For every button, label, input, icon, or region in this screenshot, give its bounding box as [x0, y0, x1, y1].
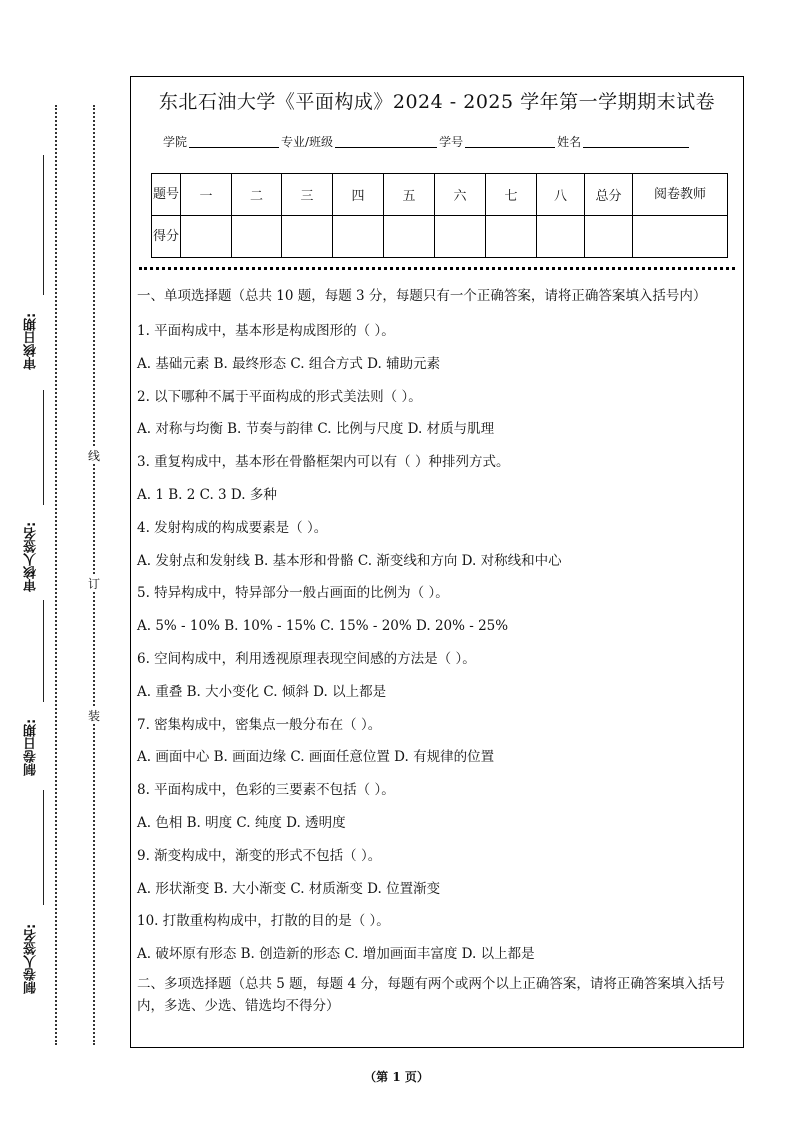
question: 8. 平面构成中，色彩的三要素不包括（ ）。 [137, 782, 395, 799]
question-options: A. 对称与均衡 B. 节奏与韵律 C. 比例与尺度 D. 材质与肌理 [137, 421, 495, 438]
name-field[interactable] [583, 135, 689, 148]
score-table-score-row [152, 216, 728, 258]
question: 5. 特异构成中，特异部分一般占画面的比例为（ ）。 [137, 585, 449, 602]
question-options: A. 形状渐变 B. 大小渐变 C. 材质渐变 D. 位置渐变 [137, 880, 441, 897]
questions-content [137, 285, 741, 1017]
score-cell[interactable] [282, 216, 333, 258]
major-class-label: 专业/班级 [281, 135, 334, 149]
question-options: A. 破坏原有形态 B. 创造新的形态 C. 增加画面丰富度 D. 以上都是 [137, 946, 535, 963]
compile-date-line [43, 600, 44, 702]
question-number-head: 题号 [152, 174, 181, 216]
bind-char-line: 线 [87, 449, 100, 463]
question: 2. 以下哪种不属于平面构成的形式美法则（ ）。 [137, 388, 422, 405]
question-options: A. 色相 B. 明度 C. 纯度 D. 透明度 [137, 814, 346, 831]
bind-char-bind: 装 [87, 709, 100, 723]
question: 6. 空间构成中，利用透视原理表现空间感的方法是（ ）。 [137, 650, 476, 667]
col-4: 四 [333, 174, 384, 216]
reviewer-sign-line [43, 390, 44, 505]
question: 7. 密集构成中，密集点一般分布在（ ）。 [137, 716, 382, 733]
section-1-heading: 一、单项选择题（总共 10 题，每题 3 分，每题只有一个正确答案，请将正确答案填入括号内） [137, 288, 707, 304]
score-cell[interactable] [435, 216, 486, 258]
inner-dotted-line [93, 105, 95, 1045]
score-cell[interactable] [633, 216, 728, 258]
question-options: A. 基础元素 B. 最终形态 C. 组合方式 D. 辅助元素 [137, 355, 441, 372]
question-options: A. 5% - 10% B. 10% - 15% C. 15% - 20% D. 20% - 25% [137, 618, 509, 635]
col-5: 五 [384, 174, 435, 216]
score-head: 得分 [152, 216, 181, 258]
question: 10. 打散重构构成中，打散的目的是（ ）。 [137, 913, 390, 930]
score-cell[interactable] [232, 216, 282, 258]
score-cell[interactable] [333, 216, 384, 258]
major-class-field[interactable] [335, 135, 437, 148]
score-cell[interactable] [537, 216, 585, 258]
question: 3. 重复构成中，基本形在骨骼框架内可以有（ ）种排列方式。 [137, 454, 510, 471]
score-cell[interactable] [585, 216, 633, 258]
score-table-header-row [152, 174, 728, 216]
col-3: 三 [282, 174, 333, 216]
review-date-line [43, 155, 44, 295]
section-2-heading: 二、多项选择题（总共 5 题，每题 4 分，每题有两个或两个以上正确答案，请将正确答案填入括号内，多选、少选、错选均不得分） [137, 975, 725, 1014]
score-cell[interactable] [181, 216, 232, 258]
score-cell[interactable] [486, 216, 537, 258]
student-info-row [163, 133, 691, 150]
question-options: A. 重叠 B. 大小变化 C. 倾斜 D. 以上都是 [137, 683, 387, 700]
col-2: 二 [232, 174, 282, 216]
review-date-label: 审核日期: [24, 312, 39, 370]
question-options: A. 发射点和发射线 B. 基本形和骨骼 C. 渐变线和方向 D. 对称线和中心 [137, 552, 562, 569]
question-options: A. 1 B. 2 C. 3 D. 多种 [137, 486, 277, 503]
compiler-sign-label: 制卷人签名: [24, 923, 39, 994]
college-label: 学院 [163, 135, 188, 149]
col-8: 八 [537, 174, 585, 216]
col-6: 六 [435, 174, 486, 216]
col-1: 一 [181, 174, 232, 216]
college-field[interactable] [189, 135, 279, 148]
bind-char-order: 订 [87, 577, 100, 591]
question: 4. 发射构成的构成要素是（ ）。 [137, 519, 328, 536]
page-number: （第 1 页） [364, 1070, 429, 1084]
question: 9. 渐变构成中，渐变的形式不包括（ ）。 [137, 847, 382, 864]
question-options: A. 画面中心 B. 画面边缘 C. 画面任意位置 D. 有规律的位置 [137, 749, 495, 766]
col-total: 总分 [585, 174, 633, 216]
question: 1. 平面构成中，基本形是构成图形的（ ）。 [137, 323, 395, 339]
col-grader: 阅卷教师 [633, 174, 728, 216]
score-table [151, 173, 728, 258]
score-cell[interactable] [384, 216, 435, 258]
compiler-sign-line [43, 790, 44, 905]
exam-frame [130, 76, 744, 1048]
compile-date-label: 制卷日期: [24, 718, 39, 776]
reviewer-sign-label: 审核人签名: [24, 521, 39, 592]
outer-dotted-line [55, 105, 57, 1045]
name-label: 姓名 [557, 135, 582, 149]
exam-title: 东北石油大学《平面构成》2024 - 2025 学年第一学期期末试卷 [158, 91, 716, 113]
dotted-separator [139, 267, 735, 270]
student-id-field[interactable] [465, 135, 555, 148]
student-id-label: 学号 [439, 135, 464, 149]
col-7: 七 [486, 174, 537, 216]
